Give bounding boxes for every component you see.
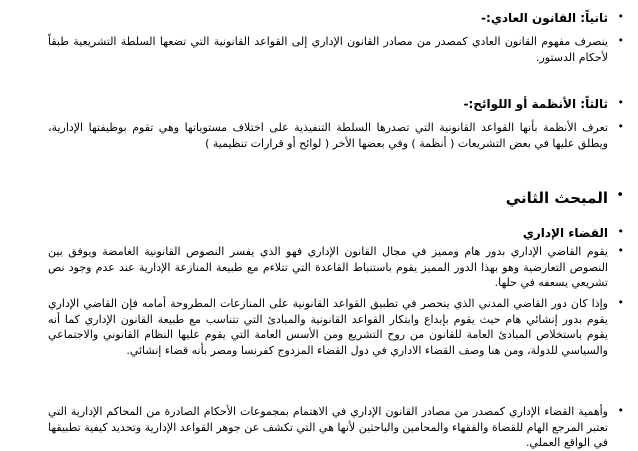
creative-judge-paragraph-item bbox=[48, 296, 624, 358]
administrative-judiciary-heading: القضاء الإداري bbox=[522, 226, 608, 240]
administrative-judiciary-heading-item bbox=[48, 225, 624, 241]
second-section-heading-item bbox=[48, 188, 624, 208]
ordinary-law-paragraph: ينصرف مفهوم القانون العادي كمصدر من مصادر القانون الإداري إلى القواعد القانونية التي تضعها السلطة التشريعية طبقاً لأحكام الدستور. bbox=[48, 35, 608, 64]
regulations-paragraph-item bbox=[48, 120, 624, 151]
bullet-icon: • bbox=[617, 296, 624, 309]
bullet-icon: • bbox=[617, 244, 624, 257]
ordinary-law-paragraph-item bbox=[48, 34, 624, 65]
second-section-heading: المبحث الثاني bbox=[505, 189, 608, 207]
regulations-paragraph: تعرف الأنظمة بأنها القواعد القانونية التي تصدرها السلطة التنفيذية على اختلاف مستوياتها وهي تقوم بوظيفتها الإدارية، ويطلق عليها في بعض التشريعات ( أنظمة ) وفي بعضها الأخر ( لوائح أو قرارات تنظيمية ) bbox=[48, 121, 608, 150]
bullet-icon: • bbox=[617, 120, 624, 133]
bullet-icon: • bbox=[617, 34, 624, 47]
judge-role-paragraph: يقوم القاضي الإداري بدور هام ومميز في مجال القانون الإداري فهو الذي يفسر النصوص القانونية الغامضة ويوفق بين النصوص التعارضية وهو بهذا الدور المميز يقوم باستنباط القاعدة التي تتلاءم مع طبيعة المنازعة الإدارية عند عدم وجود نص تشريعي يسعفه في حلها. bbox=[48, 245, 608, 290]
bullet-icon: • bbox=[617, 225, 624, 238]
regulations-heading-item bbox=[48, 96, 624, 112]
bullet-icon: • bbox=[617, 96, 624, 109]
section-3-heading-item bbox=[48, 10, 624, 26]
judge-role-paragraph-item bbox=[48, 244, 624, 291]
bullet-icon: • bbox=[617, 10, 624, 23]
importance-paragraph: وأهمية القضاء الإداري كمصدر من مصادر القانون الإداري في الاهتمام بمجموعات الأحكام الصادرة من المحاكم الإدارية التي تعتبر المرجع الهام للقضاة والفقهاء والمحامين والباحثين لأنها هي التي تكشف عن جوهر القواعد الإدارية وتحديد كيفية تطبيقها في الواقع العملي. bbox=[48, 405, 608, 450]
importance-paragraph-item bbox=[48, 404, 624, 451]
regulations-heading: ثالثاً: الأنظمة أو اللوائح:- bbox=[463, 97, 608, 111]
creative-judge-paragraph: وإذا كان دور القاضي المدني الذي ينحصر في تطبيق القواعد القانونية على المنازعات المطروحة أمامه فإن القاضي الإداري يقوم بدور إنشائي هام حيث يقوم بإبداع وابتكار القواعد القانونية والمبادئ التي تتناسب مع طبيعة القانون الإداري كما أنه يقوم باستخلاص المبادئ العامة للقانون من روح التشريع ومن الأسس العامة التي يقوم عليها النظام القانوني والاجتماعي والسياسي للدولة، ومن هنا وصف القضاء الاداري في دول القضاء المزدوج كفرنسا ومصر بأنه قضاء إنشائي. bbox=[48, 297, 608, 357]
bullet-icon: • bbox=[617, 404, 624, 417]
ordinary-law-heading: ثانياً: القانون العادي:- bbox=[481, 11, 608, 25]
bullet-icon: • bbox=[616, 188, 624, 203]
